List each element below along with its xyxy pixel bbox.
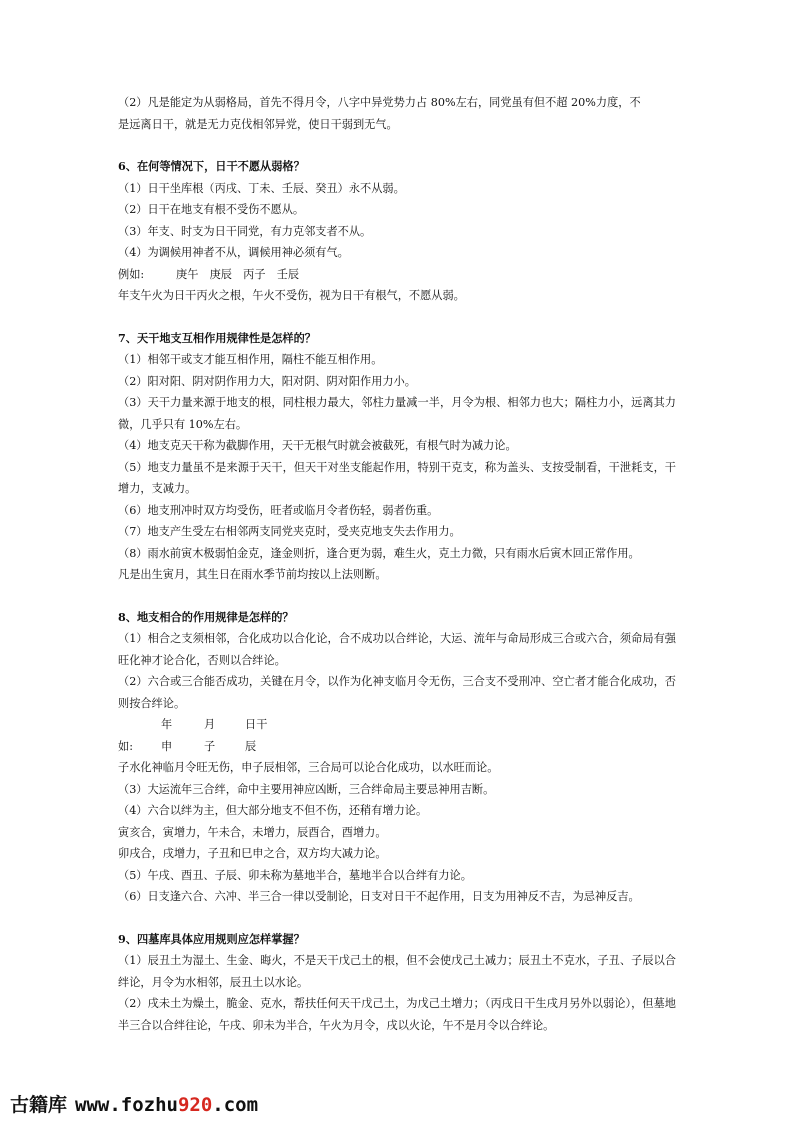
url-prefix: www.fozhu (75, 1094, 178, 1116)
list-item: （1）相合之支须相邻，合化成功以合化论，合不成功以合绊论，大运、流年与命局形成三合或六合，须命局有强旺化神才论合化，否则以合绊论。 (118, 632, 676, 667)
section-note: 凡是出生寅月，其生日在雨水季节前均按以上法则断。 (118, 568, 387, 581)
section-heading-8: 8、地支相合的作用规律是怎样的？ (118, 609, 294, 624)
list-item: （3）天干力量来源于地支的根，同柱根力最大，邻柱力量减一半，月令为根、相邻力也大；隔柱力小，远离其力微，几乎只有 10%左右。 (118, 396, 676, 431)
example-row (118, 264, 676, 286)
branch-day: 辰 (245, 739, 257, 753)
list-item: （4）地支克天干称为截脚作用，天干无根气时就会被截死，有根气时为减力论。 (118, 439, 517, 452)
note-line: 寅亥合，寅增力，午未合，未增力，辰酉合，酉增力。 (118, 825, 387, 839)
section-heading-6: 6、在何等情况下，日干不愿从弱格？ (118, 159, 305, 173)
list-item: （1）日干坐库根（丙戌、丁未、壬辰、癸丑）永不从弱。 (118, 181, 405, 195)
list-item: （3）年支、时支为日干同党，有力克邻支者不从。 (118, 224, 372, 238)
list-item: （2）日干在地支有根不受伤不愿从。 (118, 203, 305, 216)
branch-year: 申 (161, 739, 173, 753)
list-item: （8）雨水前寅木极弱怕金克，逢金则折，逢合更为弱，难生火，克土力微，只有雨水后寅木回正常作用。 (118, 546, 640, 560)
site-watermark (10, 1090, 258, 1117)
paragraph-line: （2）凡是能定为从弱格局，首先不得月令，八字中异党势力占 80%左右，同党虽有但不超 20%力度，不 (118, 96, 641, 109)
list-item: （1）相邻干或支才能互相作用，隔柱不能互相作用。 (118, 353, 383, 366)
list-item: （3）大运流年三合绊，命中主要用神应凶断，三合绊命局主要忌神用吉断。 (118, 782, 495, 796)
example-note: 子水化神临月令旺无伤，申子辰相邻，三合局可以论合化成功，以水旺而论。 (118, 761, 499, 774)
list-item: （4）为调候用神者不从，调候用神必须有气。 (118, 246, 349, 259)
header-year: 年 (161, 718, 173, 731)
example-label: 如: (118, 739, 133, 753)
example-note: 年支午火为日干丙火之根，午火不受伤，视为日干有根气，不愿从弱。 (118, 289, 465, 302)
note-line: 卯戌合，戌增力，子丑和巳申之合，双方均大减力论。 (118, 847, 387, 860)
example-table-row (118, 736, 676, 758)
example-pillars: 庚午 庚辰 丙子 壬辰 (176, 267, 300, 281)
url-suffix: .com (212, 1094, 259, 1116)
header-month: 月 (204, 718, 216, 731)
list-item: （2）戌未土为燥土，脆金、克水，帮扶任何天干戊己土，为戊己土增力；（丙戌日干生戌月另外以弱论），但墓地半三合以合绊往论，午戌、卯未为半合，午火为月令，戌以火论，午不是月令以合绊论。 (118, 997, 676, 1032)
section-heading-7: 7、天干地支互相作用规律性是怎样的？ (118, 330, 316, 345)
example-label: 例如: (118, 267, 145, 281)
list-item: （4）六合以绊为主，但大部分地支不但不伤，还稍有增力论。 (118, 804, 428, 817)
list-item: （7）地支产生受左右相邻两支同党夹克时，受夹克地支失去作用力。 (118, 525, 461, 538)
list-item: （2）阳对阳、阴对阴作用力大，阳对阴、阴对阳作用力小。 (118, 374, 416, 388)
document-body (118, 92, 676, 1036)
example-table-header (118, 714, 676, 736)
list-item: （6）日支逢六合、六冲、半三合一律以受制论，日支对日干不起作用，日支为用神反不吉，为忌神反吉。 (118, 890, 640, 903)
list-item: （5）地支力量虽不是来源于天干，但天干对坐支能起作用，特别干克支，称为盖头、支按受制看，干泄耗支，干增力，支减力。 (118, 460, 676, 495)
section-heading-9: 9、四墓库具体应用规则应怎样掌握？ (118, 931, 305, 946)
paragraph-line: 是远离日干，就是无力克伐相邻异党，使日干弱到无气。 (118, 117, 398, 131)
list-item: （2）六合或三合能否成功，关键在月令，以作为化神支临月令无伤，三合支不受刑冲、空亡者才能合化成功，否则按合绊论。 (118, 675, 676, 710)
branch-month: 子 (204, 739, 216, 753)
header-day-stem: 日干 (245, 718, 268, 731)
url-number: 920 (177, 1094, 213, 1116)
site-name: 古籍库 (10, 1094, 68, 1116)
list-item: （1）辰丑土为湿土、生金、晦火，不是天干戊己土的根，但不会使戊己土减力；辰丑土不克水，子丑、子辰以合绊论，月令为水相邻，辰丑土以水论。 (118, 954, 676, 989)
list-item: （5）午戌、酉丑、子辰、卯未称为墓地半合，墓地半合以合绊有力论。 (118, 868, 472, 882)
list-item: （6）地支刑冲时双方均受伤，旺者或临月令者伤轻，弱者伤重。 (118, 503, 439, 517)
